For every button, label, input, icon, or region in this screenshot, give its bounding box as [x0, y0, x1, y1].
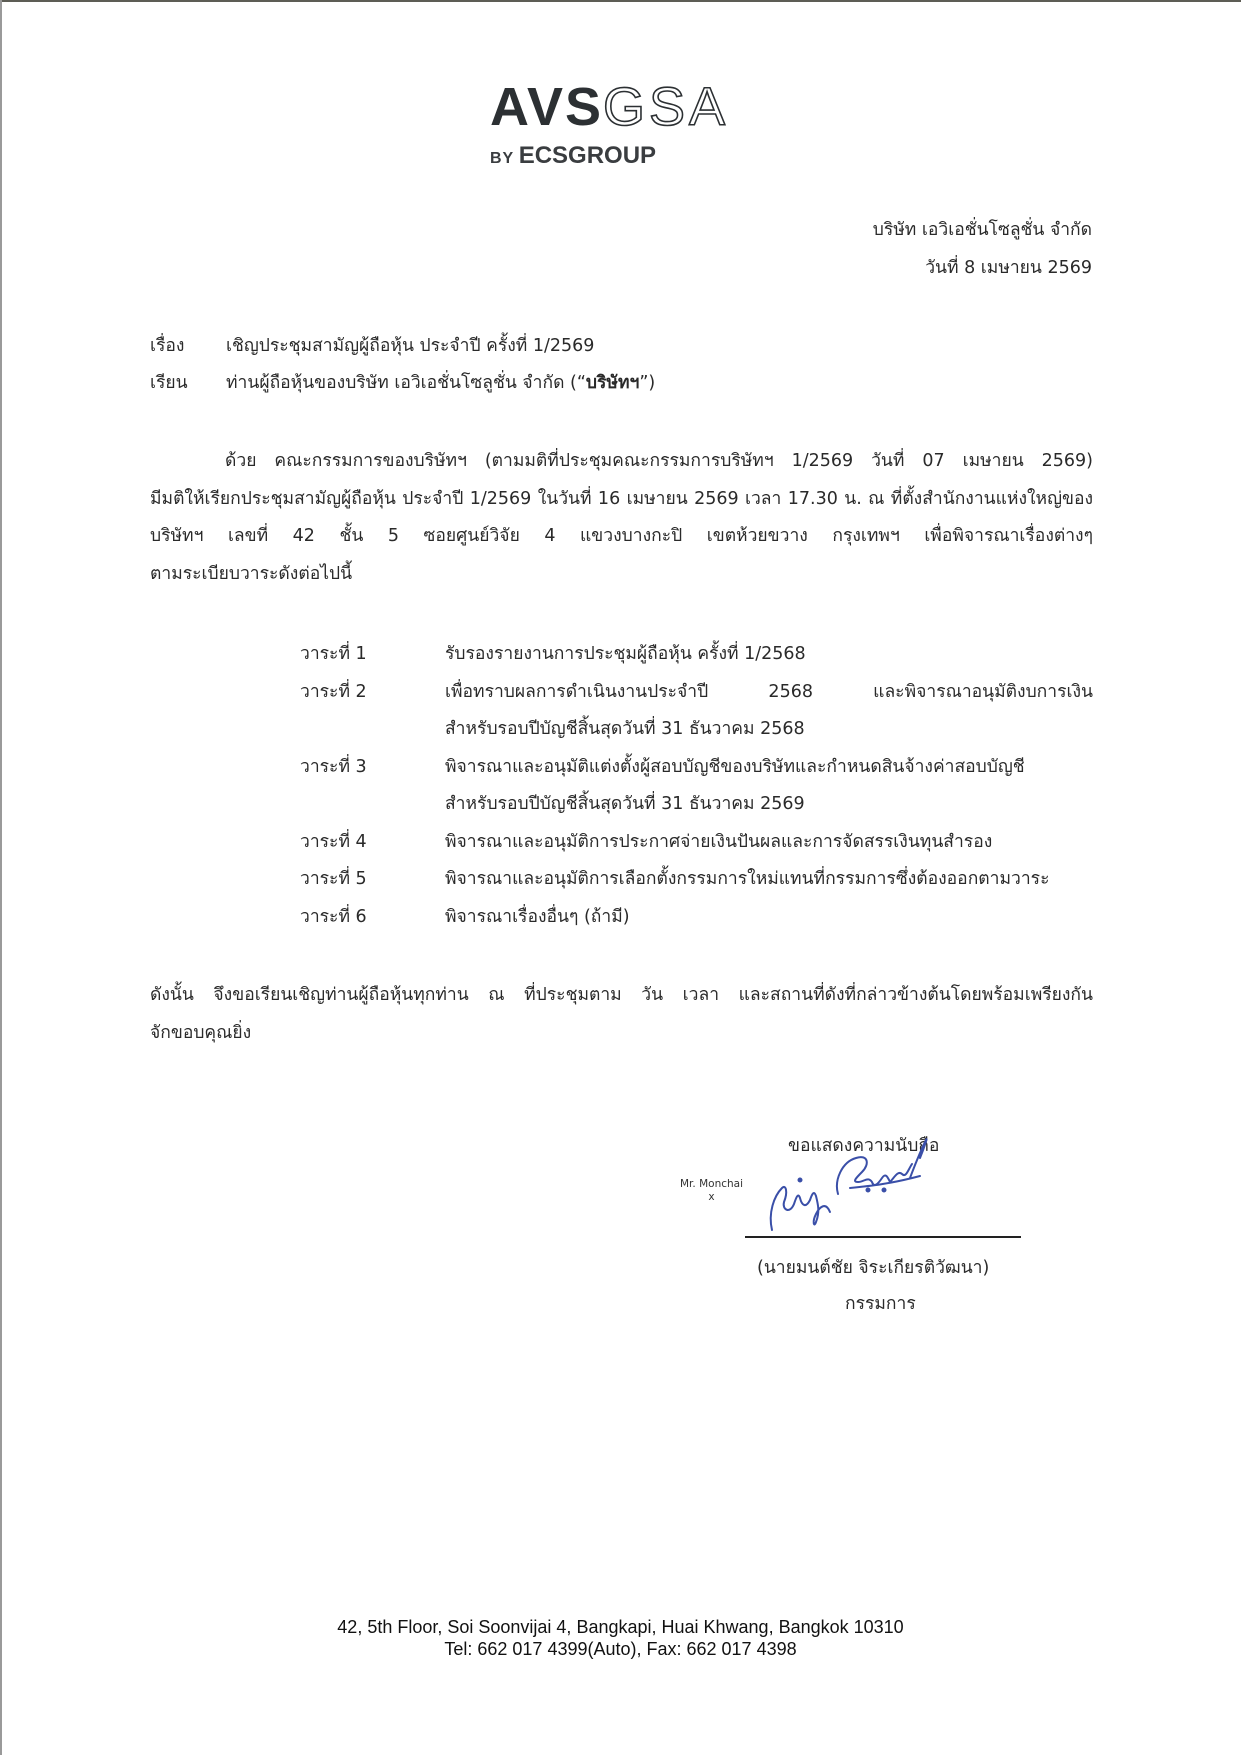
letter-date: วันที่ 8 เมษายน 2569 [925, 258, 1092, 278]
signer-title: กรรมการ [845, 1294, 916, 1314]
recipient-text-prefix: ท่านผู้ถือหุ้นของบริษัท เอวิเอชั่นโซลูชั่น จำกัด (“ [226, 373, 586, 393]
signature-line [745, 1236, 1021, 1238]
closing-line: ดังนั้น จึงขอเรียนเชิญท่านผู้ถือหุ้นทุกท่าน ณ ที่ประชุมตาม วัน เวลา และสถานที่ดังที่กล่าวข้างต้นโดยพร้อมเพรียงกัน [150, 985, 1093, 1005]
closing-line: จักขอบคุณยิ่ง [150, 1022, 252, 1043]
signer-thai-name: (นายมนต์ชัย จิระเกียรติวัฒนา) [757, 1258, 990, 1278]
sender-company: บริษัท เอวิเอชั่นโซลูชั่น จำกัด [872, 220, 1092, 240]
signer-english-name [680, 1178, 743, 1204]
logo-outline-text: GSA [603, 77, 730, 137]
logo-solid-text: AVS [490, 77, 604, 137]
agenda-item-text: พิจารณาและอนุมัติแต่งตั้งผู้สอบบัญชีของบริษัทและกำหนดสินจ้างค่าสอบบัญชี [445, 756, 1025, 777]
logo-group-text: ECSGROUP [518, 142, 657, 169]
agenda-item-text: สำหรับรอบปีบัญชีสิ้นสุดวันที่ 31 ธันวาคม 2568 [445, 719, 805, 739]
signature-dot [867, 1189, 870, 1192]
subject-text: เชิญประชุมสามัญผู้ถือหุ้น ประจำปี ครั้งที่ 1/2569 [226, 336, 595, 356]
intro-paragraph [150, 443, 1093, 593]
agenda-item-text: พิจารณาและอนุมัติการเลือกตั้งกรรมการใหม่แทนที่กรรมการซึ่งต้องออกตามวาระ [445, 869, 1050, 889]
signature-dot [883, 1189, 886, 1192]
agenda-item [300, 899, 1093, 937]
footer-address: 42, 5th Floor, Soi Soonvijai 4, Bangkapi, Huai Khwang, Bangkok 10310 [337, 1617, 904, 1637]
intro-line: ด้วย คณะกรรมการของบริษัทฯ (ตามมติที่ประชุมคณะกรรมการบริษัทฯ 1/2569 วันที่ 07 เมษายน 2569) [225, 451, 1093, 471]
agenda-item [300, 861, 1093, 899]
agenda-item [300, 824, 1093, 862]
scan-edge-top [0, 0, 1241, 2]
footer-contact: Tel: 662 017 4399(Auto), Fax: 662 017 4398 [444, 1639, 797, 1659]
agenda-item-text: สำหรับรอบปีบัญชีสิ้นสุดวันที่ 31 ธันวาคม 2569 [445, 794, 805, 814]
agenda-item-label: วาระที่ 2 [300, 681, 367, 702]
signature-stroke [837, 1157, 912, 1194]
signer-english-name-text: Mr. Monchai [680, 1178, 744, 1190]
logo-by-text: BY [490, 150, 515, 167]
recipient-text [226, 371, 655, 395]
agenda-item-label: วาระที่ 5 [300, 869, 367, 889]
signature-dot [799, 1179, 802, 1182]
agenda-item-text: พิจารณาเรื่องอื่นๆ (ถ้ามี) [445, 906, 630, 927]
agenda-item-text: เพื่อทราบผลการดำเนินงานประจำปี 2568 และพิจารณาอนุมัติงบการเงิน [445, 681, 1093, 702]
agenda-item [300, 749, 1093, 824]
agenda-list [300, 636, 1093, 936]
agenda-item-label: วาระที่ 3 [300, 756, 367, 777]
company-logo [490, 77, 760, 175]
scan-edge-left [0, 0, 2, 1755]
logo-subline [490, 142, 760, 170]
agenda-item-label: วาระที่ 4 [300, 831, 367, 852]
intro-line: บริษัทฯ เลขที่ 42 ชั้น 5 ซอยศูนย์วิจัย 4 แขวงบางกะปิ เขตห้วยขวาง กรุงเทพฯ เพื่อพิจารณาเรื่องต่างๆ [150, 526, 1093, 546]
agenda-item-label: วาระที่ 1 [300, 644, 367, 664]
recipient-label: เรียน [150, 373, 188, 393]
logo-wordmark [490, 77, 760, 137]
signature-stroke [910, 1139, 927, 1178]
signature-stroke [771, 1187, 830, 1230]
agenda-item [300, 674, 1093, 749]
agenda-item-text: รับรองรายงานการประชุมผู้ถือหุ้น ครั้งที่ 1/2568 [445, 644, 806, 664]
intro-line: มีมติให้เรียกประชุมสามัญผู้ถือหุ้น ประจำปี 1/2569 ในวันที่ 16 เมษายน 2569 เวลา 17.30 น. ณ ที่ตั้งสำนักงานแห่งใหญ่ของ [150, 488, 1093, 509]
recipient-text-bold: บริษัทฯ [585, 373, 640, 393]
handwritten-signature [760, 1118, 960, 1238]
signer-mark: x [708, 1191, 715, 1203]
agenda-item-label: วาระที่ 6 [300, 906, 367, 927]
agenda-item-text: พิจารณาและอนุมัติการประกาศจ่ายเงินปันผลและการจัดสรรเงินทุนสำรอง [445, 831, 993, 852]
agenda-item [300, 636, 1093, 674]
closing-regards: ขอแสดงความนับถือ [788, 1136, 940, 1156]
intro-line: ตามระเบียบวาระดังต่อไปนี้ [150, 563, 353, 584]
closing-paragraph [150, 977, 1093, 1052]
recipient-text-suffix: ”) [639, 373, 656, 393]
subject-label: เรื่อง [150, 336, 185, 356]
